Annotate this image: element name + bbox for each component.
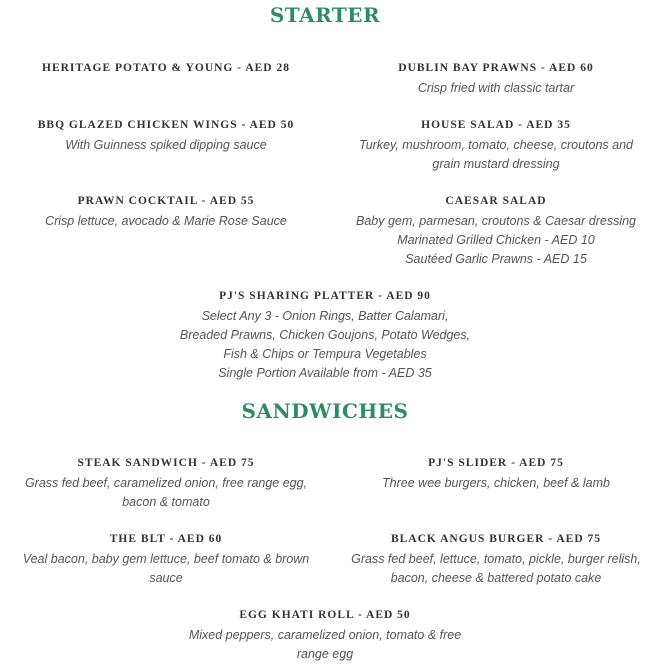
- item-description: sauce: [149, 571, 183, 585]
- item-description: Grass fed beef, lettuce, tomato, pickle, burger relish,: [351, 552, 641, 566]
- item-title: PJ'S SHARING PLATTER - AED 90: [219, 290, 431, 302]
- item-description: Baby gem, parmesan, croutons & Caesar dressing: [356, 214, 636, 228]
- menu-item-heritage-potato: [1, 58, 331, 79]
- item-description: bacon, cheese & battered potato cake: [390, 571, 602, 585]
- menu-item-the-blt: [1, 529, 331, 588]
- item-description: Crisp fried with classic tartar: [417, 81, 575, 95]
- item-description: Fish & Chips or Tempura Vegetables: [223, 347, 427, 361]
- item-description: bacon & tomato: [122, 495, 210, 509]
- item-description: Breaded Prawns, Chicken Goujons, Potato Wedges,: [179, 328, 471, 342]
- item-description: Select Any 3 - Onion Rings, Batter Calamari,: [201, 309, 449, 323]
- menu-item-caesar-salad: [331, 191, 650, 269]
- menu-item-steak-sandwich: [1, 453, 331, 512]
- item-title: EGG KHATI ROLL - AED 50: [239, 609, 411, 621]
- item-description: grain mustard dressing: [432, 157, 560, 171]
- menu-item-egg-khati-roll: [160, 605, 490, 664]
- item-description: Crisp lettuce, avocado & Marie Rose Sauce: [45, 214, 287, 228]
- item-addon: Sautéed Garlic Prawns - AED 15: [405, 252, 587, 266]
- item-description: Turkey, mushroom, tomato, cheese, croutons and: [359, 138, 633, 152]
- menu-item-black-angus-burger: [331, 529, 650, 588]
- menu-item-prawn-cocktail: [1, 191, 331, 231]
- item-title: STEAK SANDWICH - AED 75: [77, 457, 255, 469]
- item-title: PJ'S SLIDER - AED 75: [428, 457, 564, 469]
- menu-item-dublin-bay-prawns: [331, 58, 650, 98]
- item-title: HERITAGE POTATO & YOUNG - AED 28: [42, 62, 290, 74]
- item-description: Single Portion Available from - AED 35: [218, 366, 432, 380]
- item-description: Grass fed beef, caramelized onion, free range egg,: [24, 476, 308, 490]
- item-description: With Guinness spiked dipping sauce: [65, 138, 267, 152]
- item-description: range egg: [296, 647, 354, 661]
- menu-item-house-salad: [331, 115, 650, 174]
- menu-item-bbq-wings: [1, 115, 331, 155]
- item-title: HOUSE SALAD - AED 35: [421, 119, 571, 131]
- item-description: Veal bacon, baby gem lettuce, beef tomato & brown: [22, 552, 310, 566]
- item-title: BBQ GLAZED CHICKEN WINGS - AED 50: [37, 119, 295, 131]
- menu-item-pjs-slider: [331, 453, 650, 493]
- menu-item-sharing-platter: [160, 286, 490, 383]
- item-title: THE BLT - AED 60: [109, 533, 223, 545]
- item-title: DUBLIN BAY PRAWNS - AED 60: [398, 62, 594, 74]
- item-title: BLACK ANGUS BURGER - AED 75: [390, 533, 602, 545]
- item-title: CAESAR SALAD: [445, 195, 547, 207]
- item-addon: Marinated Grilled Chicken - AED 10: [397, 233, 595, 247]
- section-heading-sandwiches: SANDWICHES: [241, 399, 409, 423]
- item-description: Mixed peppers, caramelized onion, tomato & free: [188, 628, 462, 642]
- item-description: Three wee burgers, chicken, beef & lamb: [382, 476, 610, 490]
- section-heading-starter: STARTER: [269, 3, 381, 27]
- item-title: PRAWN COCKTAIL - AED 55: [77, 195, 255, 207]
